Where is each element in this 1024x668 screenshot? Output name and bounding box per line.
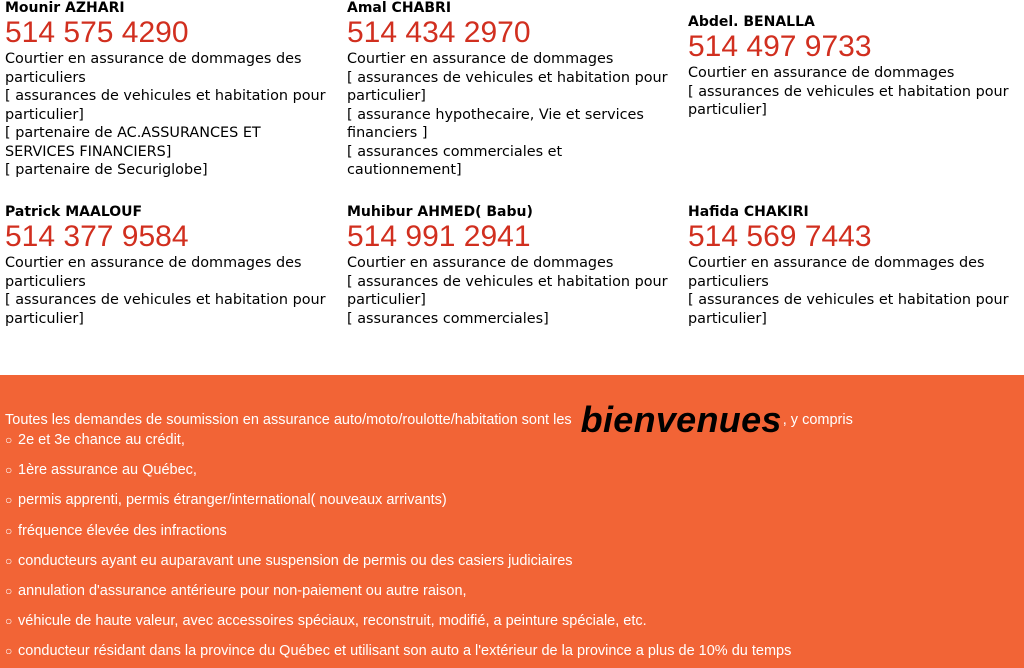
broker-line: Courtier en assurance de dommages [347,51,614,67]
list-item [5,581,791,611]
broker-name: Hafida CHAKIRI [688,204,809,220]
broker-line: [ assurances de vehicules et habitation pour particulier] [347,273,668,308]
broker-phone[interactable]: 514 575 4290 [5,16,189,49]
broker-card [688,14,1018,120]
list-item-text: permis apprenti, permis étranger/international( nouveaux arrivants) [18,492,447,509]
broker-description [688,254,1018,328]
bullet-circle-icon: ○ [5,614,13,629]
broker-line: [ assurance hypothecaire, Vie et services financiers ] [347,106,644,141]
bullet-circle-icon: ○ [5,523,13,538]
broker-card [5,0,335,180]
broker-card [688,204,1018,328]
list-item-text: fréquence élevée des infractions [18,522,227,539]
broker-phone[interactable]: 514 377 9584 [5,220,189,253]
broker-name: Mounir AZHARI [5,0,125,16]
broker-line: [ assurances de vehicules et habitation pour particulier] [5,88,326,123]
broker-phone[interactable]: 514 434 2970 [347,16,531,49]
broker-phone[interactable]: 514 497 9733 [688,30,872,63]
broker-card [5,204,335,328]
broker-line: [ assurances de vehicules et habitation pour particulier] [347,69,668,104]
bullet-circle-icon: ○ [5,583,13,598]
bullet-circle-icon: ○ [5,493,13,508]
broker-line: Courtier en assurance de dommages des particuliers [5,51,302,86]
bullet-circle-icon: ○ [5,553,13,568]
list-item [5,551,791,581]
list-item-text: 2e et 3e chance au crédit, [18,432,185,448]
broker-line: [ assurances de vehicules et habitation pour particulier] [688,292,1009,327]
broker-partner-link[interactable]: [ partenaire de Securiglobe] [5,162,208,178]
bienvenues-heading: bienvenues [580,399,782,440]
broker-phone[interactable]: 514 991 2941 [347,220,531,253]
broker-card [347,204,677,328]
list-item [5,641,791,668]
list-item [5,611,791,641]
broker-description [347,254,677,328]
broker-line: [ assurances de vehicules et habitation pour particulier] [688,83,1009,118]
intro-text: Toutes les demandes de soumission en assurance auto/moto/roulotte/habitation sont les [5,412,572,428]
intro-text-end: , y compris [782,412,853,428]
bullet-circle-icon: ○ [5,433,13,447]
welcome-banner [0,375,1024,668]
broker-name: Amal CHABRI [347,0,452,16]
broker-name: Muhibur AHMED( Babu) [347,204,533,220]
list-item [5,521,791,551]
broker-line: Courtier en assurance de dommages [347,255,614,271]
list-item-text: véhicule de haute valeur, avec accessoires spéciaux, reconstruit, modifié, a peinture spéciale, etc. [18,613,647,630]
broker-description [688,64,1018,120]
broker-description [5,254,335,328]
list-item-text: conducteurs ayant eu auparavant une suspension de permis ou des casiers judiciaires [18,552,573,569]
bullet-circle-icon: ○ [5,644,13,659]
broker-partner-link[interactable]: [ partenaire de AC.ASSURANCES ET SERVICES FINANCIERS] [5,125,261,160]
broker-line: Courtier en assurance de dommages [688,65,955,81]
broker-partner-link[interactable]: [ assurances commerciales] [347,310,549,327]
list-item-text: annulation d'assurance antérieure pour non-paiement ou autre raison, [18,582,467,599]
broker-name: Patrick MAALOUF [5,204,143,220]
list-item [5,460,791,490]
list-item [5,490,791,520]
broker-description [5,50,335,180]
broker-line: Courtier en assurance de dommages des particuliers [5,255,302,290]
broker-line: [ assurances de vehicules et habitation pour particulier] [5,292,326,327]
list-item-text: 1ère assurance au Québec, [18,462,197,479]
bullet-circle-icon: ○ [5,463,13,478]
eligibility-list [5,430,791,668]
broker-description [347,50,677,180]
broker-partner-link[interactable]: [ assurances commerciales et cautionnement] [347,143,563,178]
broker-line: Courtier en assurance de dommages des particuliers [688,255,985,290]
list-item-text: conducteur résidant dans la province du Québec et utilisant son auto a l'extérieur de la province a plus de 10% du temps [18,643,792,660]
broker-phone[interactable]: 514 569 7443 [688,220,872,253]
broker-name: Abdel. BENALLA [688,14,815,30]
list-item [5,430,791,460]
broker-card [347,0,677,180]
